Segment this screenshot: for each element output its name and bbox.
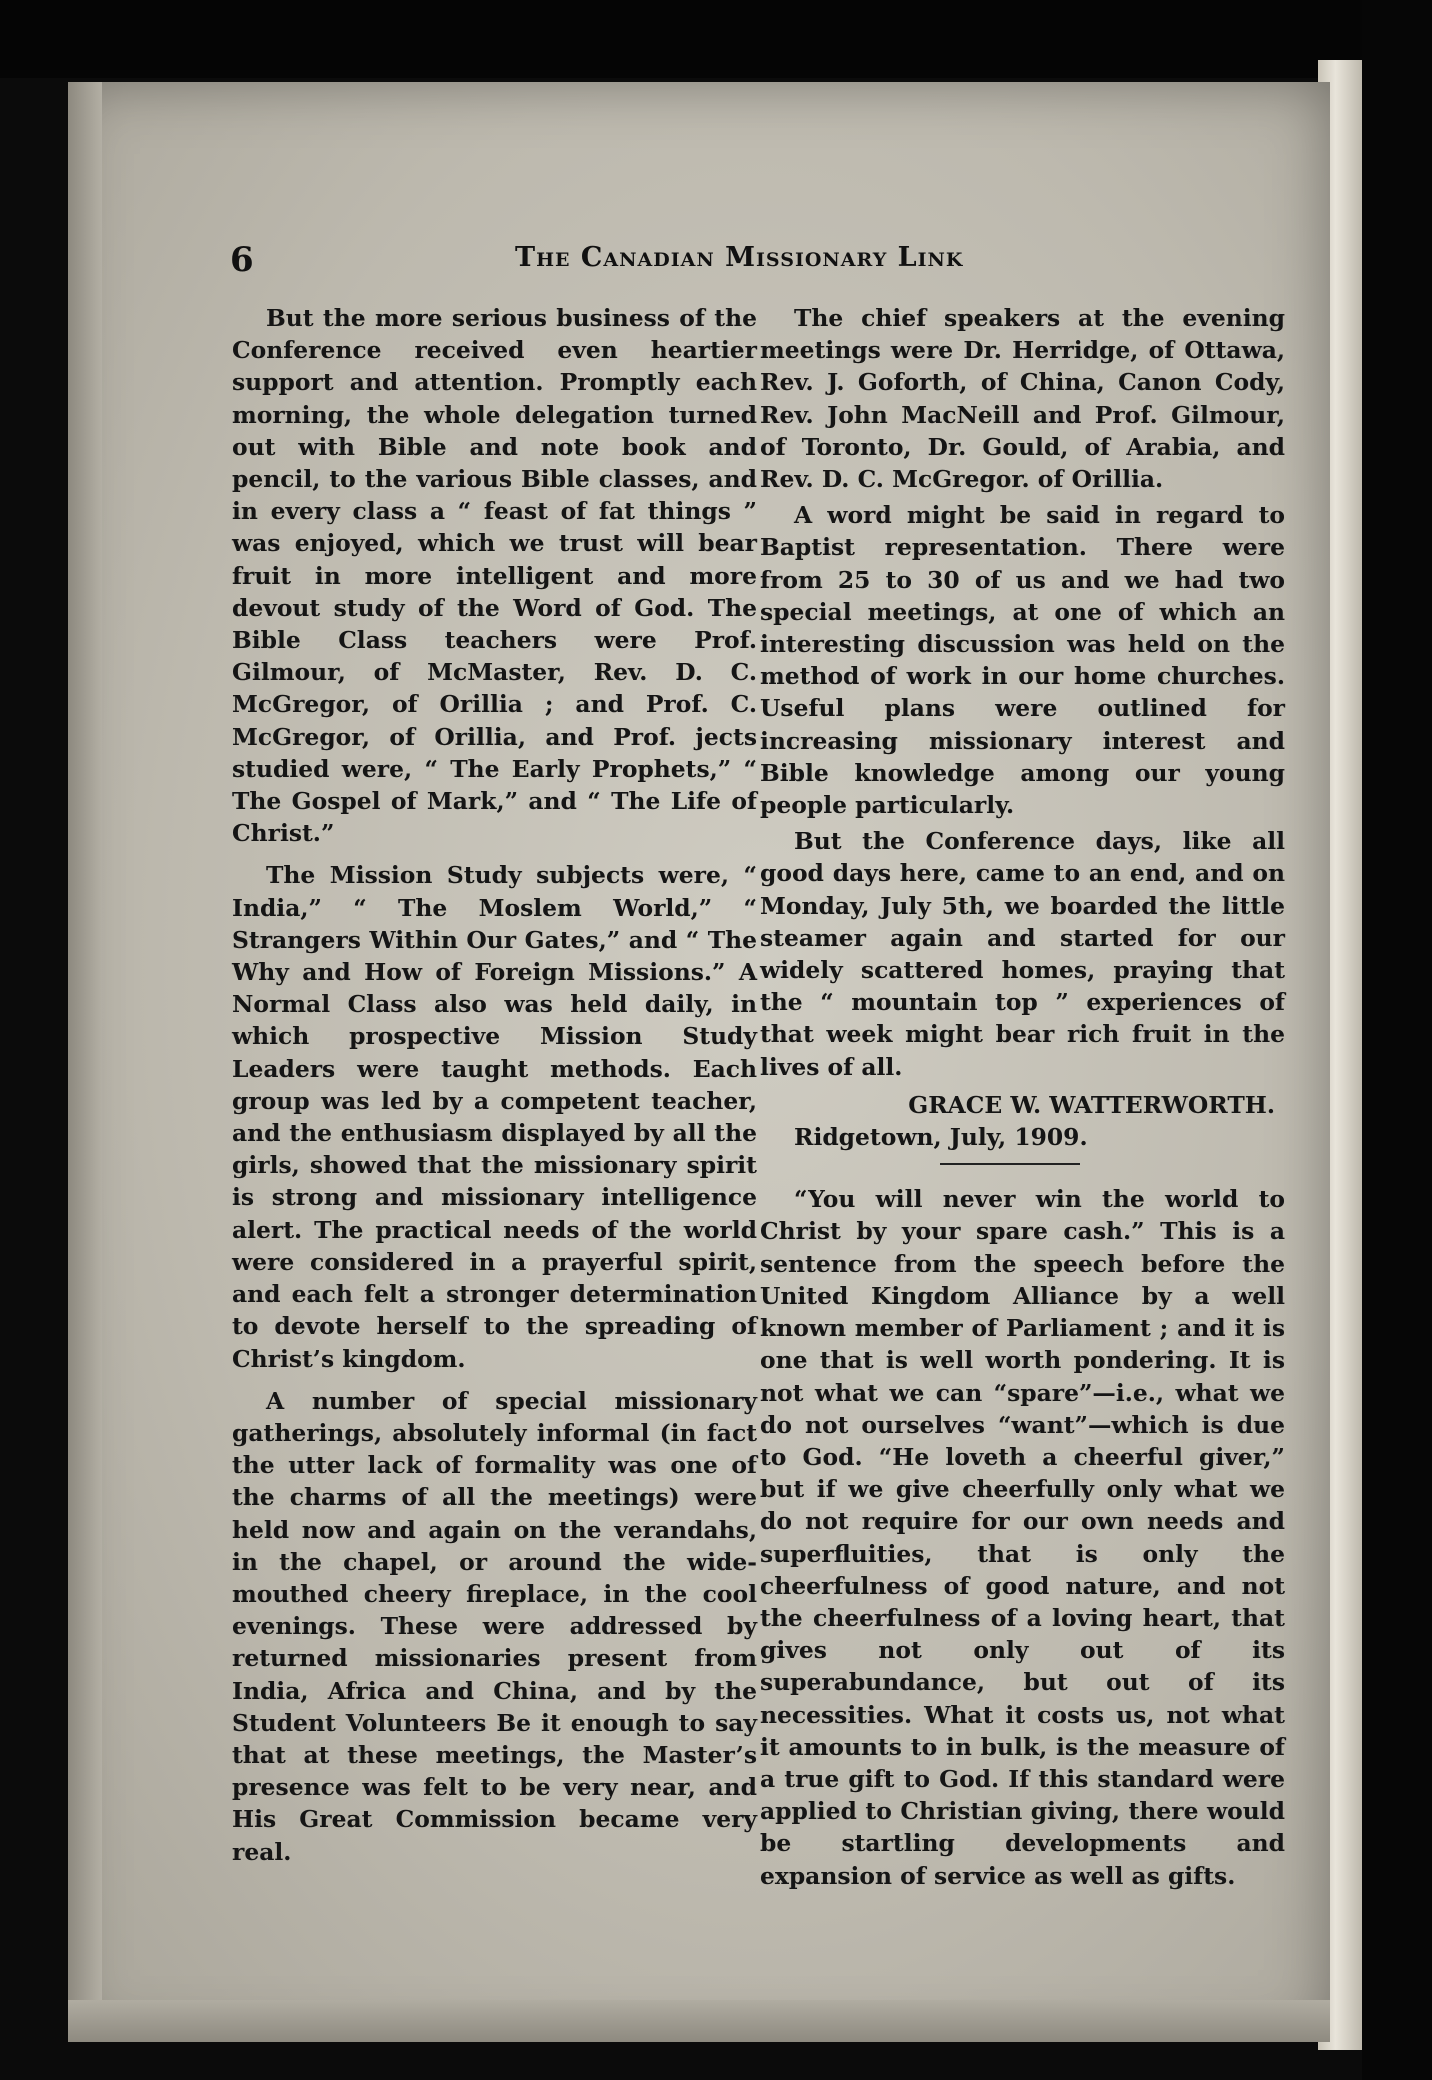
left-column	[232, 302, 757, 1878]
dateline: Ridgetown, July, 1909.	[794, 1123, 1088, 1152]
page-header	[230, 240, 1280, 286]
author-signature: GRACE W. WATTERWORTH.	[908, 1090, 1275, 1119]
paragraph-mission-study: The Mission Study subjects were, “ India,” “ The Moslem World,” “ Strangers Within Our Gates,” and “ The Why and How of Foreign Missions.” A Normal Class also was held daily, in which prospective Mission Study Leaders were taught methods. Each group was led by a competent teacher, and the enthusiasm displayed by all the girls, showed that the missionary spirit is strong and missionary intelligence alert. The practical needs of the world were considered in a prayerful spirit, and each felt a stronger determination to devote herself to the spreading of Christ’s kingdom.	[232, 861, 757, 1373]
section-divider	[940, 1163, 1080, 1165]
scan-right-border	[1362, 0, 1432, 2080]
paragraph-speakers: The chief speakers at the evening meetings were Dr. Herridge, of Ottawa, Rev. J. Goforth, of China, Canon Cody, Rev. John MacNeill and Prof. Gilmour, of Toronto, Dr. Gould, of Arabia, and Rev. D. C. McGregor. of Orillia.	[760, 304, 1285, 494]
right-column	[760, 302, 1285, 1902]
paragraph-spare-cash: “You will never win the world to Christ by your spare cash.” This is a sentence from the speech before the United Kingdom Alliance by a well known member of Parliament ; and it is one that is well worth pondering. It is not what we can “spare”—i.e., what we do not ourselves “want”—which is due to God. “He loveth a cheerful giver,” but if we give cheerfully only what we do not require for our own needs and superfluities, that is only the cheerfulness of good nature, and not the cheerfulness of a loving heart, that gives not only out of its superabundance, but out of its necessities. What it costs us, not what it amounts to in bulk, is the measure of a true gift to God. If this standard were applied to Christian giving, there would be startling developments and expansion of service as well as gifts.	[760, 1185, 1285, 1890]
running-title: The Canadian Missionary Link	[515, 242, 964, 273]
paragraph-baptist-representation: A word might be said in regard to Baptist representation. There were from 25 to 30 of us and we had two special meetings, at one of which an interesting discussion was held on the method of work in our home churches. Useful plans were outlined for increasing missionary interest and Bible knowledge among our young people particularly.	[760, 501, 1285, 820]
scan-top-border	[0, 0, 1432, 78]
page-binding-edge	[68, 82, 102, 2042]
paragraph-bible-classes: But the more serious business of the Conference received even heartier support and attention. Promptly each morning, the whole delegation turned out with Bible and note book and pencil, to the various Bible classes, and in every class a “ feast of fat things ” was enjoyed, which we trust will bear fruit in more intelligent and more devout study of the Word of God. The Bible Class teachers were Prof. Gilmour, of McMaster, Rev. D. C. McGregor, of Orillia ; and Prof. C. McGregor, of Orillia, and Prof. jects studied were, “ The Early Prophets,” “ The Gospel of Mark,” and “ The Life of Christ.”	[232, 304, 757, 848]
page-number: 6	[230, 240, 254, 280]
paragraph-conference-end: But the Conference days, like all good days here, came to an end, and on Monday, July 5th, we boarded the little steamer again and started for our widely scattered homes, praying that the “ mountain top ” experiences of that week might bear rich fruit in the lives of all.	[760, 827, 1285, 1081]
paragraph-missionary-gatherings: A number of special missionary gatherings, absolutely informal (in fact the utter lack of formality was one of the charms of all the meetings) were held now and again on the verandahs, in the chapel, or around the wide-mouthed cheery fireplace, in the cool evenings. These were addressed by returned missionaries present from India, Africa and China, and by the Student Volunteers Be it enough to say that at these meetings, the Master’s presence was felt to be very near, and His Great Commission became very real.	[232, 1386, 757, 1866]
page-bottom-edge	[68, 2000, 1330, 2042]
